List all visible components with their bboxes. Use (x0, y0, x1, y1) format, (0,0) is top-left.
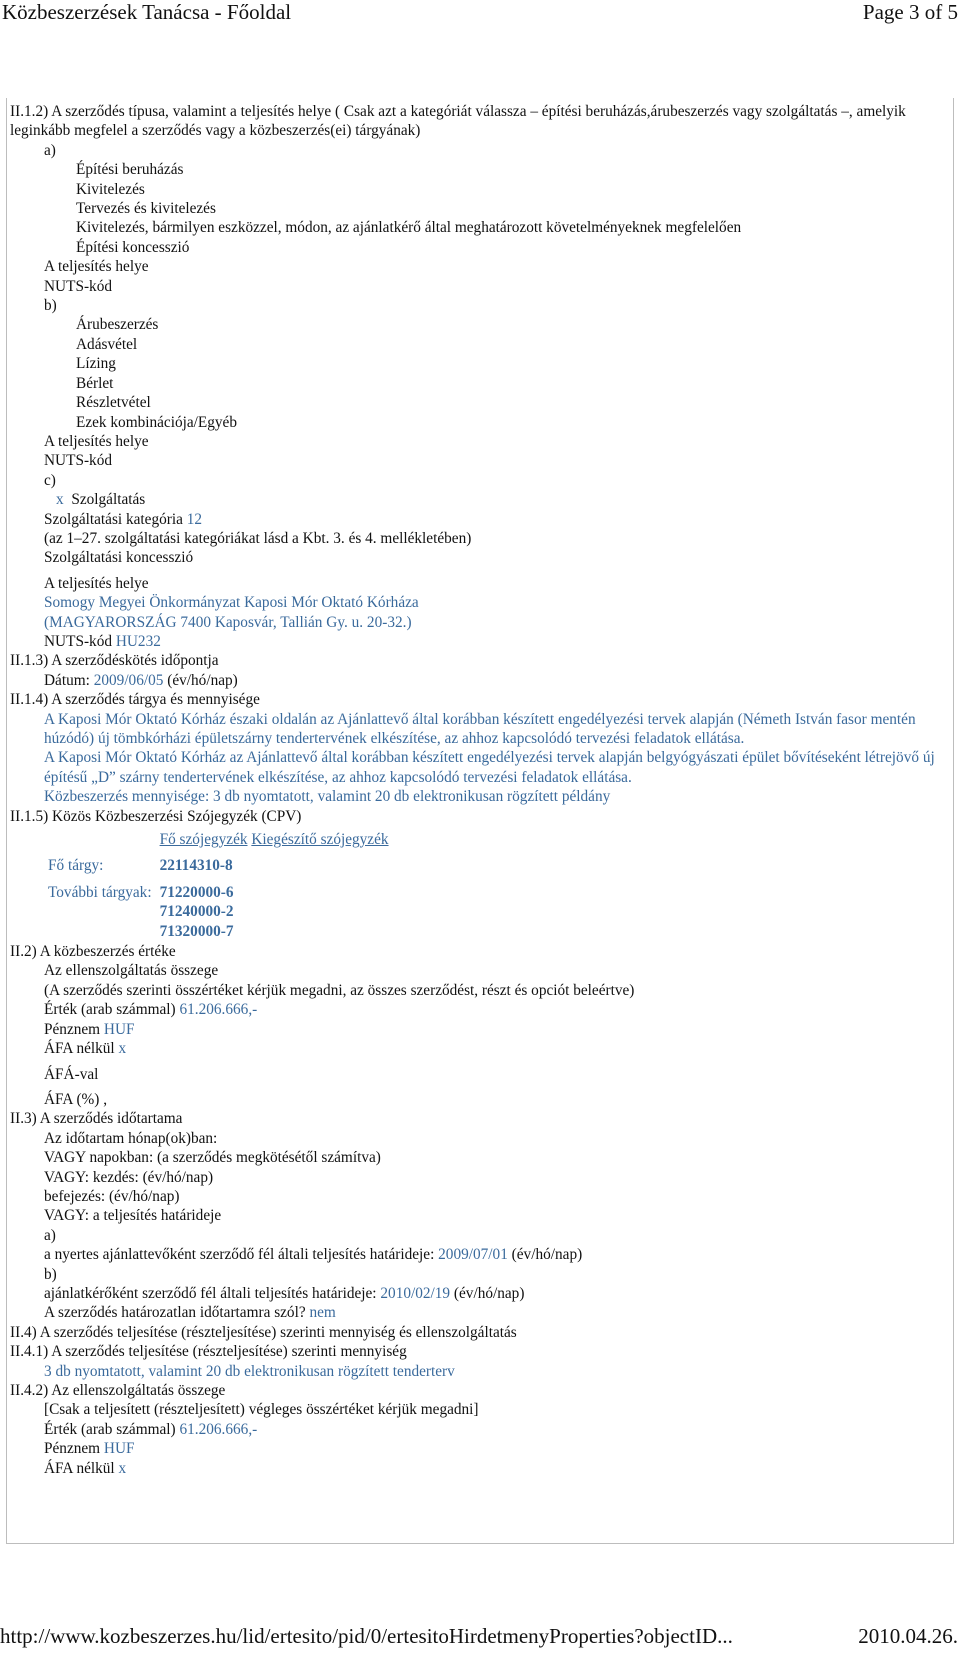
currency-row (10, 1020, 950, 1039)
cpv-table (44, 826, 393, 942)
deadline-b-label: ajánlatkérőként szerződő fél általi teljesítés határideje: (44, 1284, 377, 1302)
section-heading: II.1.4) A szerződés tárgya és mennyisége (10, 691, 260, 709)
page-footer (0, 1624, 960, 1654)
final-currency-row (10, 1439, 950, 1458)
section-heading: II.4.1) A szerződés teljesítése (részteljesítése) szerinti mennyiség (10, 1343, 407, 1361)
final-value-label: Érték (arab számmal) (44, 1420, 176, 1438)
final-novat-mark: x (118, 1459, 127, 1477)
cpv-more-codes (156, 877, 393, 942)
date-value: 2009/06/05 (93, 671, 164, 689)
value-subheading: Az ellenszolgáltatás összege (44, 962, 219, 980)
cpv-main-row (44, 855, 393, 876)
option-b-item: Bérlet (76, 374, 114, 392)
cpv-code: 71220000-6 (159, 883, 234, 901)
final-value-amount: 61.206.666,- (179, 1420, 258, 1438)
nuts-label: NUTS-kód (44, 277, 112, 295)
section-heading: II.2) A közbeszerzés értéke (10, 943, 176, 961)
service-category-note: (az 1–27. szolgáltatási kategóriákat lásd a Kbt. 3. és 4. mellékletében) (44, 529, 472, 547)
place-value: Somogy Megyei Önkormányzat Kaposi Mór Oktató Kórháza (44, 594, 419, 612)
option-c-label: Szolgáltatás (71, 491, 146, 509)
option-a-item: Tervezés és kivitelezés (76, 200, 216, 218)
option-a-item: Építési koncesszió (76, 238, 190, 256)
option-b-item: Ezek kombinációja/Egyéb (76, 413, 237, 431)
deadline-b-row (10, 1284, 950, 1303)
cpv-more-label: További tárgyak: (48, 883, 152, 901)
page-title: Közbeszerzések Tanácsa - Főoldal (2, 0, 292, 24)
section-heading: II.3) A szerződés időtartama (10, 1110, 183, 1128)
final-novat-label: ÁFA nélkül (44, 1459, 115, 1477)
deadline-a-label: a nyertes ajánlattevőként szerződő fél általi teljesítés határideje: (44, 1246, 435, 1264)
option-a-item: Kivitelezés, bármilyen eszközzel, módon, az ajánlatkérő által meghatározott követelményeknek megfelelően (76, 219, 742, 237)
contract-date (10, 671, 950, 690)
cpv-main-label: Fő tárgy: (48, 857, 104, 875)
nuts-value: HU232 (115, 632, 161, 650)
indefinite-row (10, 1303, 950, 1322)
option-b-item: Adásvétel (76, 335, 138, 353)
date-format: (év/hó/nap) (167, 671, 238, 689)
cpv-supplementary-vocabulary-link[interactable]: Kiegészítő szójegyzék (251, 831, 389, 849)
cpv-more-row (44, 877, 393, 942)
novat-label: ÁFA nélkül (44, 1040, 115, 1058)
duration-line: VAGY: a teljesítés határideje (44, 1207, 222, 1225)
indefinite-label: A szerződés határozatlan időtartamra szól? (44, 1304, 306, 1322)
novat-mark: x (118, 1040, 127, 1058)
option-b-marker: b) (44, 297, 57, 315)
section-heading: II.4.2) Az ellenszolgáltatás összege (10, 1382, 226, 1399)
deadline-b-format: (év/hó/nap) (453, 1284, 525, 1302)
novat-row (10, 1039, 950, 1058)
final-value-row (10, 1420, 950, 1439)
option-b-item: Árubeszerzés (76, 316, 159, 334)
duration-line: Az időtartam hónap(ok)ban: (44, 1129, 218, 1147)
deadline-a-format: (év/hó/nap) (511, 1246, 583, 1264)
section-heading: II.1.5) Közös Közbeszerzési Szójegyzék (CPV) (10, 807, 302, 825)
section-heading: II.4) A szerződés teljesítése (részteljesítése) szerinti mennyiség és ellenszolgáltatás (10, 1323, 517, 1341)
duration-line: VAGY napokban: (a szerződés megkötésétől számítva) (44, 1149, 381, 1167)
nuts-row (10, 632, 950, 651)
cpv-main-vocabulary-link[interactable]: Fő szójegyzék (159, 831, 248, 849)
place-address: (MAGYARORSZÁG 7400 Kaposvár, Tallián Gy. u. 20-32.) (44, 613, 412, 631)
option-a-marker: a) (44, 141, 56, 159)
footer-url: http://www.kozbeszerzes.hu/lid/ertesito/pid/0/ertesitoHirdetmenyProperties?objectID... (0, 1624, 733, 1648)
option-c-row (10, 490, 950, 509)
service-category-value: 12 (186, 510, 203, 528)
document-body (10, 102, 950, 1478)
deadline-b-date: 2010/02/19 (380, 1284, 451, 1302)
option-c-marker: c) (44, 471, 56, 489)
option-b-item: Lízing (76, 355, 116, 373)
section-intro: II.1.2) A szerződés típusa, valamint a teljesítés helye ( Csak azt a kategóriát válassza – építési beruházás,árubeszerzés vagy szolgáltatás –, amelyik leginkább megfelel a szerződés vagy a közbeszerzés(ei) tárgyának) (10, 103, 906, 140)
nuts-label: NUTS-kód (44, 632, 112, 650)
deadline-a-marker: a) (44, 1226, 56, 1244)
final-currency-label: Pénznem (44, 1440, 101, 1458)
vat-label: ÁFÁ-val (44, 1065, 99, 1083)
subject-quantity: Közbeszerzés mennyisége: 3 db nyomtatott, valamint 20 db elektronikusan rögzített példány (44, 788, 611, 806)
page-header (0, 0, 960, 30)
nuts-label: NUTS-kód (44, 452, 112, 470)
cpv-code: 71240000-2 (159, 903, 234, 921)
currency-label: Pénznem (44, 1020, 101, 1038)
selected-mark: x (56, 491, 64, 509)
value-label: Érték (arab számmal) (44, 1001, 176, 1019)
final-novat-row (10, 1459, 950, 1478)
vat-percent-label: ÁFA (%) , (44, 1090, 108, 1108)
service-category-label: Szolgáltatási kategória (44, 510, 183, 528)
currency-value: HUF (103, 1020, 135, 1038)
duration-line: VAGY: kezdés: (év/hó/nap) (44, 1168, 214, 1186)
date-label: Dátum: (44, 671, 90, 689)
service-category (10, 510, 950, 529)
deadline-b-marker: b) (44, 1265, 57, 1283)
place-label: A teljesítés helye (44, 258, 149, 276)
place-label: A teljesítés helye (44, 432, 149, 450)
subject-paragraph: A Kaposi Mór Oktató Kórház északi oldalán az Ajánlattevő által korábban készített engedélyezési tervek alapján (Németh István fasor mentén húzódó) új tömbkórházi épületszárny tendertervének elkészítése, az ahhoz kapcsolódó tervezési feladatok ellátása. (44, 710, 916, 747)
performance-quantity: 3 db nyomtatott, valamint 20 db elektronikusan rögzített tenderterv (44, 1362, 455, 1380)
footer-date: 2010.04.26. (858, 1624, 958, 1648)
final-value-note: [Csak a teljesített (részteljesített) végleges összértéket kérjük megadni] (44, 1401, 479, 1419)
section-heading: II.1.3) A szerződéskötés időpontja (10, 652, 219, 670)
service-concession: Szolgáltatási koncesszió (44, 549, 194, 567)
deadline-a-date: 2009/07/01 (438, 1246, 508, 1264)
subject-paragraph: A Kaposi Mór Oktató Kórház az Ajánlattevő által korábban készített engedélyezési tervek alapján belgyógyászati épület bővítéseként létrejövő új építésű „D” szárny tendertervének elkészítése, az ahhoz kapcsolódó tervezési feladatok ellátása. (44, 749, 935, 786)
deadline-a-row (10, 1245, 950, 1264)
page-number: Page 3 of 5 (862, 0, 958, 24)
cpv-code: 71320000-7 (159, 922, 234, 940)
option-a-item: Építési beruházás (76, 161, 184, 179)
place-label: A teljesítés helye (44, 574, 149, 592)
value-amount: 61.206.666,- (179, 1001, 258, 1019)
cpv-main-code: 22114310-8 (159, 857, 233, 875)
final-currency-value: HUF (103, 1440, 135, 1458)
duration-line: befejezés: (év/hó/nap) (44, 1187, 180, 1205)
option-b-item: Részletvétel (76, 394, 151, 412)
indefinite-value: nem (309, 1304, 336, 1322)
value-note: (A szerződés szerinti összértéket kérjük megadni, az összes szerződést, részt és opciót beleértve) (44, 981, 635, 999)
option-a-item: Kivitelezés (76, 180, 145, 198)
cpv-header-row (44, 826, 393, 855)
value-row (10, 1000, 950, 1019)
